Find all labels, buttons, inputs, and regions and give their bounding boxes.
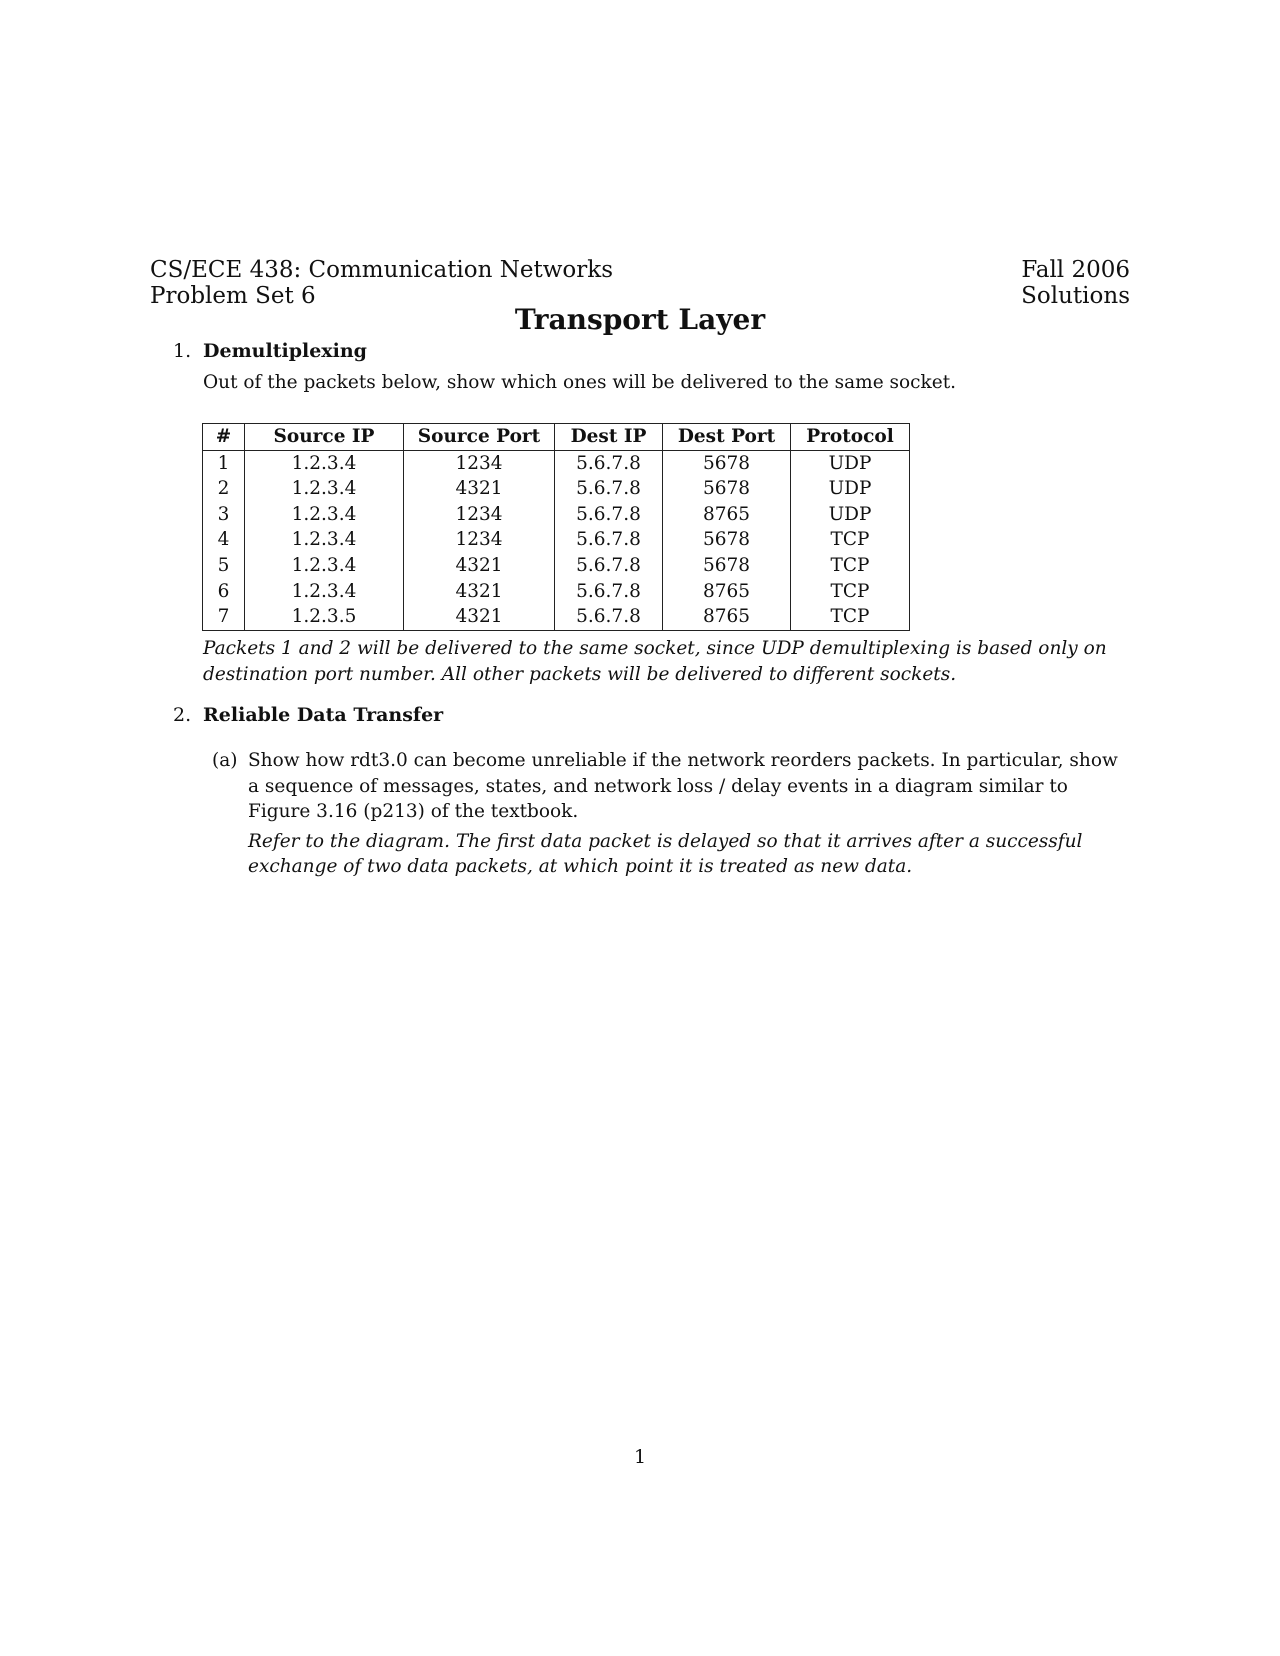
table-header-cell: # xyxy=(203,424,245,451)
table-cell: 1234 xyxy=(404,502,555,528)
table-cell: 5.6.7.8 xyxy=(555,476,663,502)
table-header-cell: Source IP xyxy=(245,424,404,451)
problem-2-heading xyxy=(173,702,443,728)
table-cell: 5 xyxy=(203,553,245,579)
table-cell: TCP xyxy=(791,604,910,630)
table-cell: UDP xyxy=(791,502,910,528)
table-cell: 1.2.3.4 xyxy=(245,527,404,553)
table-cell: TCP xyxy=(791,527,910,553)
page-number: 1 xyxy=(633,1446,647,1468)
table-cell: 4321 xyxy=(404,553,555,579)
table-cell: 1.2.3.4 xyxy=(245,450,404,476)
table-cell: 1.2.3.4 xyxy=(245,476,404,502)
table-cell: UDP xyxy=(791,450,910,476)
table-cell: 1.2.3.5 xyxy=(245,604,404,630)
table-row xyxy=(203,476,910,502)
table-cell: TCP xyxy=(791,579,910,605)
table-header-cell: Dest IP xyxy=(555,424,663,451)
table-cell: 5678 xyxy=(663,527,791,553)
doc-type-label: Solutions xyxy=(1021,283,1130,309)
table-cell: 5.6.7.8 xyxy=(555,579,663,605)
problem-1-heading xyxy=(173,338,367,364)
table-cell: 5.6.7.8 xyxy=(555,527,663,553)
table-cell: 4321 xyxy=(404,579,555,605)
table-header-cell: Source Port xyxy=(404,424,555,451)
problem-1-title: Demultiplexing xyxy=(203,340,367,362)
table-cell: 8765 xyxy=(663,604,791,630)
table-cell: 8765 xyxy=(663,502,791,528)
table-cell: 5678 xyxy=(663,553,791,579)
problem-1-answer: Packets 1 and 2 will be delivered to the same socket, since UDP demultiplexing is based only on destination port number. All other packets will be delivered to different sockets. xyxy=(203,638,1107,685)
document-title: Transport Layer xyxy=(514,303,766,336)
table-cell: 4321 xyxy=(404,476,555,502)
header-left xyxy=(150,257,613,309)
table-row xyxy=(203,579,910,605)
table-cell: 2 xyxy=(203,476,245,502)
problem-2a-label: (a) xyxy=(212,750,238,771)
table-header-cell: Protocol xyxy=(791,424,910,451)
table-cell: 5.6.7.8 xyxy=(555,502,663,528)
table-cell: 1234 xyxy=(404,527,555,553)
table-row xyxy=(203,502,910,528)
packets-table xyxy=(202,423,910,631)
course-title: CS/ECE 438: Communication Networks xyxy=(150,257,614,283)
table-cell: 3 xyxy=(203,502,245,528)
table-header-cell: Dest Port xyxy=(663,424,791,451)
problem-set-label: Problem Set 6 xyxy=(150,283,316,309)
table-row xyxy=(203,604,910,630)
table-header-row xyxy=(203,424,910,451)
table-cell: 4321 xyxy=(404,604,555,630)
problem-1-number: 1. xyxy=(173,340,192,362)
table-cell: 5.6.7.8 xyxy=(555,604,663,630)
table-cell: 1.2.3.4 xyxy=(245,579,404,605)
table-cell: TCP xyxy=(791,553,910,579)
table-cell: 5678 xyxy=(663,450,791,476)
table-cell: 1 xyxy=(203,450,245,476)
table-cell: 5.6.7.8 xyxy=(555,450,663,476)
table-row xyxy=(203,450,910,476)
table-cell: 8765 xyxy=(663,579,791,605)
problem-2a-answer: Refer to the diagram. The first data packet is delayed so that it arrives after a successful exchange of two data packets, at which point it is treated as new data. xyxy=(248,830,1083,877)
table-cell: 4 xyxy=(203,527,245,553)
header-right xyxy=(1021,257,1130,309)
table-cell: UDP xyxy=(791,476,910,502)
table-cell: 1.2.3.4 xyxy=(245,553,404,579)
problem-2a-question: Show how rdt3.0 can become unreliable if the network reorders packets. In particular, show a sequence of messages, states, and network loss / delay events in a diagram similar to Figure 3.16 (p213) of the textbook. xyxy=(248,750,1118,822)
problem-2-title: Reliable Data Transfer xyxy=(203,704,444,726)
table-cell: 7 xyxy=(203,604,245,630)
table-cell: 5.6.7.8 xyxy=(555,553,663,579)
problem-2-number: 2. xyxy=(173,704,192,726)
problem-2a xyxy=(212,748,1128,880)
table-row xyxy=(203,553,910,579)
table-cell: 1.2.3.4 xyxy=(245,502,404,528)
table-cell: 5678 xyxy=(663,476,791,502)
table-cell: 1234 xyxy=(404,450,555,476)
term-label: Fall 2006 xyxy=(1021,257,1130,283)
problem-1-prompt: Out of the packets below, show which ones will be delivered to the same socket. xyxy=(203,372,957,393)
table-cell: 6 xyxy=(203,579,245,605)
table-row xyxy=(203,527,910,553)
